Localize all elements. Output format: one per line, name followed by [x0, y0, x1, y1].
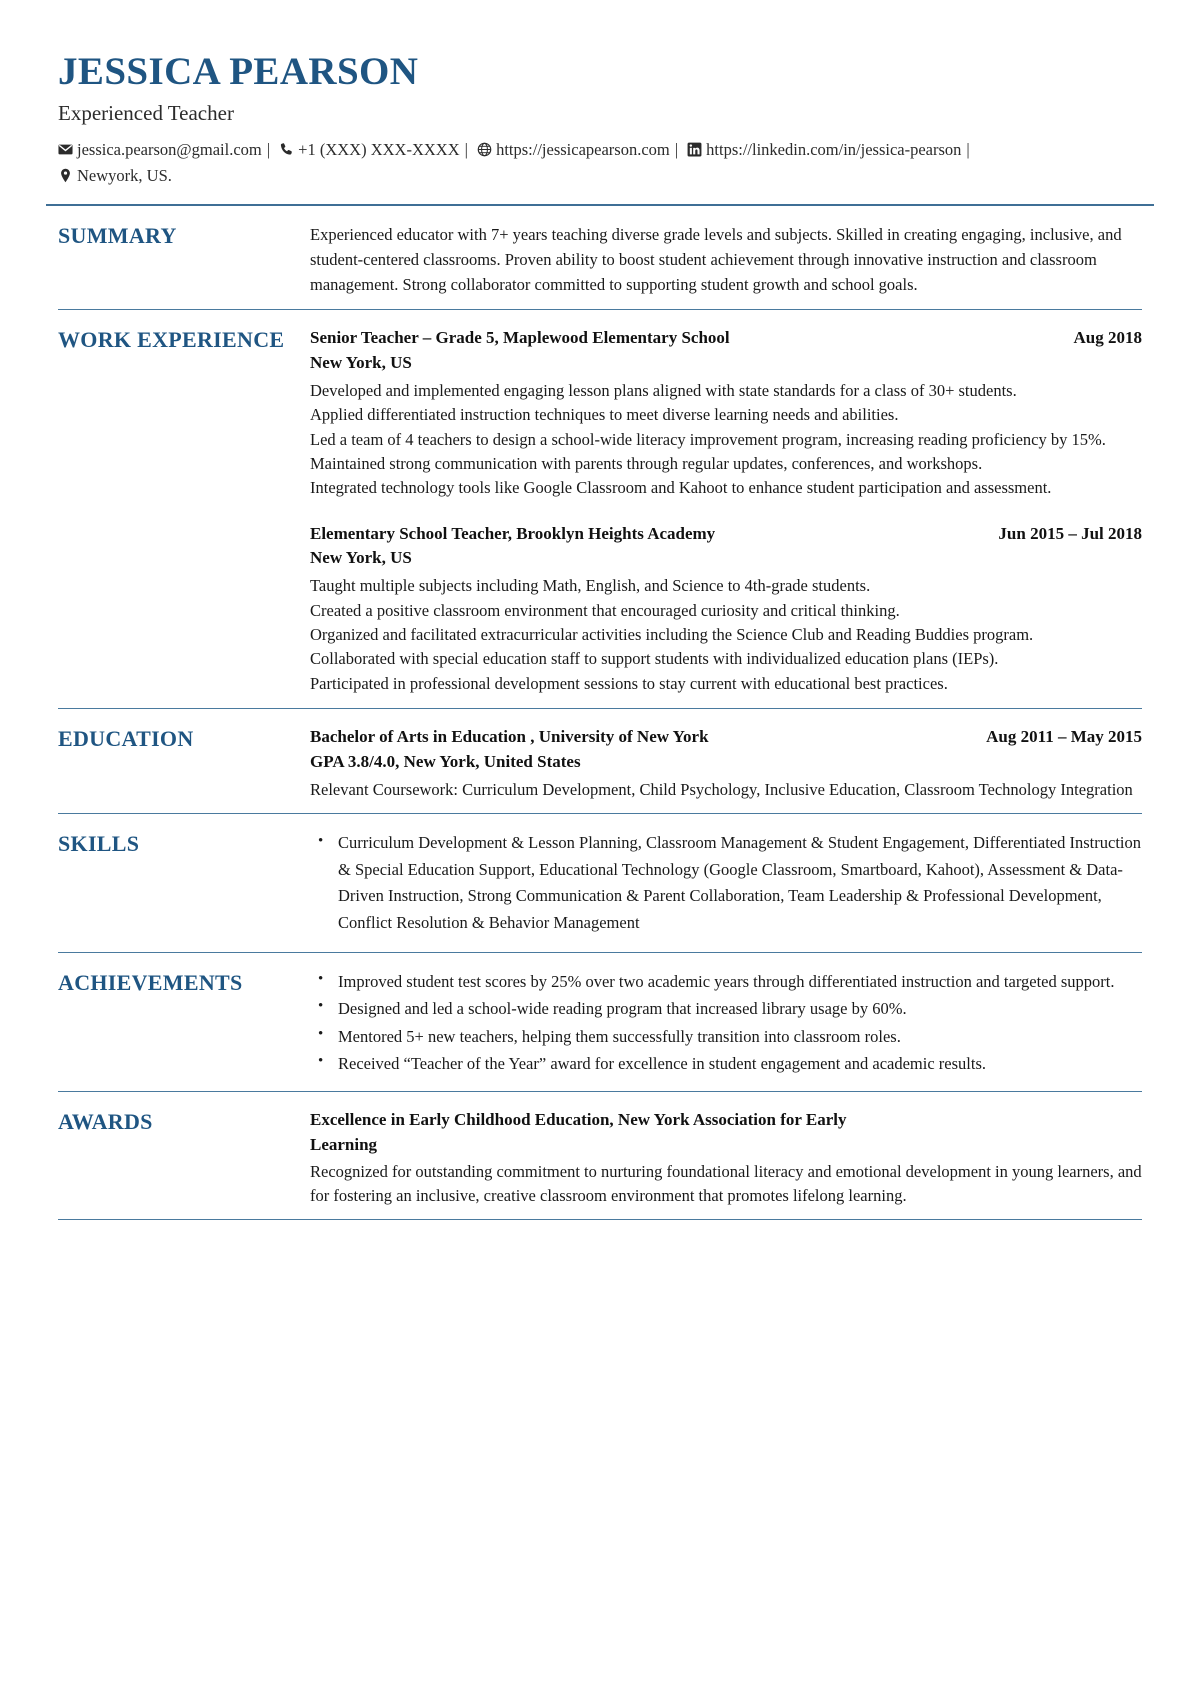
work-entry-title: Elementary School Teacher, Brooklyn Heights Academy	[310, 523, 716, 543]
section-divider	[58, 1219, 1142, 1220]
contact-linkedin[interactable]	[687, 140, 961, 159]
work-entry-line: Applied differentiated instruction techniques to meet diverse learning needs and abilities.	[310, 405, 899, 425]
section-body-education	[310, 725, 1142, 801]
contact-location	[58, 166, 172, 185]
section-label-work-experience: WORK EXPERIENCE	[58, 327, 285, 353]
work-entry-date: Jun 2015 – Jul 2018	[998, 523, 1142, 543]
award-entry-title: Excellence in Early Childhood Education, New York Association for Early Learning	[310, 1110, 847, 1154]
contact-phone[interactable]	[279, 140, 459, 159]
education-entry-subtitle: GPA 3.8/4.0, New York, United States	[310, 751, 581, 771]
work-entry-location: New York, US	[310, 353, 412, 373]
work-entry-line: Led a team of 4 teachers to design a school-wide literacy improvement program, increasing reading proficiency by 15%.	[310, 429, 1106, 449]
section-label-skills: SKILLS	[58, 830, 140, 856]
work-entry	[310, 326, 1142, 499]
summary-text: Experienced educator with 7+ years teaching diverse grade levels and subjects. Skilled in creating engaging, inclusive, and student-centered classrooms. Proven ability to boost student achievement through innovative instruction and classroom management. Strong collaborator committed to supporting student growth and school goals.	[310, 225, 1122, 295]
section-body-awards	[310, 1108, 1142, 1207]
work-entry-line: Collaborated with special education staff to support students with individualized education plans (IEPs).	[310, 649, 999, 669]
work-entry-date: Aug 2018	[1073, 328, 1142, 348]
location-pin-icon	[58, 168, 73, 183]
education-entry-title: Bachelor of Arts in Education , University of New York	[310, 727, 709, 747]
work-entry-lines	[310, 379, 1142, 500]
phone-icon	[279, 142, 294, 157]
skills-list	[310, 830, 1142, 937]
contact-email-text: jessica.pearson@gmail.com	[77, 140, 262, 160]
resume-header	[46, 52, 1154, 188]
section-body-work-experience	[310, 326, 1142, 696]
section-label-awards: AWARDS	[58, 1109, 153, 1135]
work-entry-header	[310, 522, 1142, 547]
contact-separator: |	[674, 140, 679, 160]
list-item: • Designed and led a school-wide reading program that increased library usage by 60%.	[336, 996, 1142, 1022]
section-education	[46, 709, 1154, 813]
contact-separator: |	[966, 140, 970, 160]
work-entry-line: Maintained strong communication with parents through regular updates, conferences, and workshops.	[310, 453, 983, 473]
contact-info-line	[58, 137, 1088, 188]
work-entry-line: Integrated technology tools like Google Classroom and Kahoot to enhance student participation and assessment.	[310, 478, 1052, 498]
section-achievements	[46, 953, 1154, 1091]
contact-location-text: Newyork, US.	[77, 165, 172, 185]
candidate-name: JESSICA PEARSON	[58, 50, 419, 93]
education-entry-date: Aug 2011 – May 2015	[986, 727, 1142, 747]
contact-separator: |	[464, 140, 468, 160]
section-awards	[46, 1092, 1154, 1219]
section-skills	[46, 814, 1154, 952]
list-item: • Improved student test scores by 25% over two academic years through differentiated instruction and targeted support.	[336, 969, 1142, 995]
contact-email[interactable]	[58, 140, 262, 159]
section-body-achievements	[310, 969, 1142, 1079]
award-entry	[310, 1108, 1142, 1207]
section-body-skills	[310, 830, 1142, 940]
section-body-summary	[310, 222, 1142, 297]
award-entry-description: Recognized for outstanding commitment to nurturing foundational literacy and emotional development in young learners, and for fostering an inclusive, creative classroom environment that promotes lifelong learning.	[310, 1162, 1142, 1205]
contact-separator: |	[266, 140, 271, 160]
work-entry-header	[310, 326, 1142, 351]
linkedin-icon	[687, 142, 702, 157]
education-entry	[310, 725, 1142, 801]
email-icon	[58, 142, 73, 157]
contact-website[interactable]	[477, 140, 670, 159]
list-item: • Curriculum Development & Lesson Planning, Classroom Management & Student Engagement, Differentiated Instruction & Special Education Support, Educational Technology (Google Classroom, Smartboard, Kahoot), Assessment & Data-Driven Instruction, Strong Communication & Parent Collaboration, Team Leadership & Professional Development, Conflict Resolution & Behavior Management	[336, 830, 1142, 937]
work-entry-location: New York, US	[310, 548, 412, 568]
work-entry-line: Created a positive classroom environment that encouraged curiosity and critical thinking.	[310, 600, 900, 620]
contact-website-text: https://jessicapearson.com	[496, 140, 670, 160]
section-work-experience	[46, 310, 1154, 708]
work-entry-title: Senior Teacher – Grade 5, Maplewood Elementary School	[310, 328, 730, 348]
achievements-list	[310, 969, 1142, 1077]
section-summary	[46, 206, 1154, 309]
section-label-achievements: ACHIEVEMENTS	[58, 969, 243, 995]
work-entry-line: Participated in professional development sessions to stay current with educational best practices.	[310, 673, 948, 693]
work-entry-line: Developed and implemented engaging lesson plans aligned with state standards for a class of 30+ students.	[310, 380, 1017, 400]
section-label-education: EDUCATION	[58, 726, 194, 752]
education-entry-header	[310, 725, 1142, 750]
candidate-job-title: Experienced Teacher	[58, 100, 234, 125]
section-label-summary: SUMMARY	[58, 223, 177, 249]
work-entry-lines	[310, 574, 1142, 695]
list-item: • Received “Teacher of the Year” award for excellence in student engagement and academic results.	[336, 1051, 1142, 1077]
list-item: • Mentored 5+ new teachers, helping them successfully transition into classroom roles.	[336, 1024, 1142, 1050]
work-entry-line: Taught multiple subjects including Math, English, and Science to 4th-grade students.	[310, 576, 871, 596]
globe-icon	[477, 142, 492, 157]
contact-phone-text: +1 (XXX) XXX-XXXX	[298, 140, 460, 160]
education-entry-description: Relevant Coursework: Curriculum Development, Child Psychology, Inclusive Education, Classroom Technology Integration	[310, 779, 1133, 799]
work-entry-line: Organized and facilitated extracurricular activities including the Science Club and Reading Buddies program.	[310, 624, 1034, 644]
contact-linkedin-text: https://linkedin.com/in/jessica-pearson	[706, 140, 962, 160]
work-entry	[310, 522, 1142, 695]
